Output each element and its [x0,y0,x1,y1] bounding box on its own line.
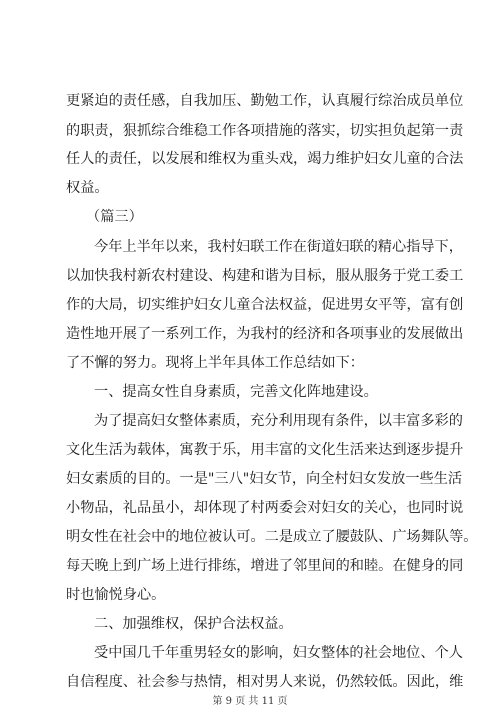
body-line: 时也愉悦身心。 [66,587,166,603]
body-line: 更紧迫的责任感，自我加压、勤勉工作，认真履行综治成员单位 [66,93,464,109]
body-line: 妇女素质的目的。一是"三八"妇女节，向全村妇女发放一些生活 [66,471,463,487]
body-line: 以加快我村新农村建设、构建和谐为目标，服从服务于党工委工 [66,268,464,284]
body-line: 的职责，狠抓综合维稳工作各项措施的落实，切实担负起第一责 [66,123,464,139]
body-line: 明女性在社会中的地位被认可。二是成立了腰鼓队、广场舞队等。 [66,529,478,545]
body-line: 小物品，礼品虽小，却体现了村两委会对妇女的关心，也同时说 [66,500,464,516]
body-line: 了不懈的努力。现将上半年具体工作总结如下： [66,355,364,371]
body-line: 自信程度、社会参与热情，相对男人来说，仍然较低。因此，维 [66,674,464,690]
body-line: 文化生活为载体，寓教于乐，用丰富的文化生活来达到逐步提升 [66,442,464,458]
body-line: 造性地开展了一系列工作，为我村的经济和各项事业的发展做出 [66,326,464,342]
body-line: 任人的责任，以发展和维权为重头戏，竭力维护妇女儿童的合法 [66,151,464,167]
body-line: 每天晚上到广场上进行排练，增进了邻里间的和睦。在健身的同 [66,558,464,574]
paragraph-first-line: 受中国几千年重男轻女的影响，妇女整体的社会地位、个人 [94,645,463,661]
subheading: 二、加强维权，保护合法权益。 [94,616,293,632]
paragraph-first-line: 为了提高妇女整体素质，充分利用现有条件，以丰富多彩的 [94,413,463,429]
page-footer: 第 9 页 共 11 页 [212,696,288,707]
section-heading: （篇三） [86,209,143,225]
body-line: 作的大局，切实维护妇女儿童合法权益，促进男女平等，富有创 [66,297,464,313]
subheading: 一、提高女性自身素质，完善文化阵地建设。 [94,384,378,400]
paragraph-first-line: 今年上半年以来，我村妇联工作在街道妇联的精心指导下， [94,239,463,255]
body-line: 权益。 [66,180,109,196]
